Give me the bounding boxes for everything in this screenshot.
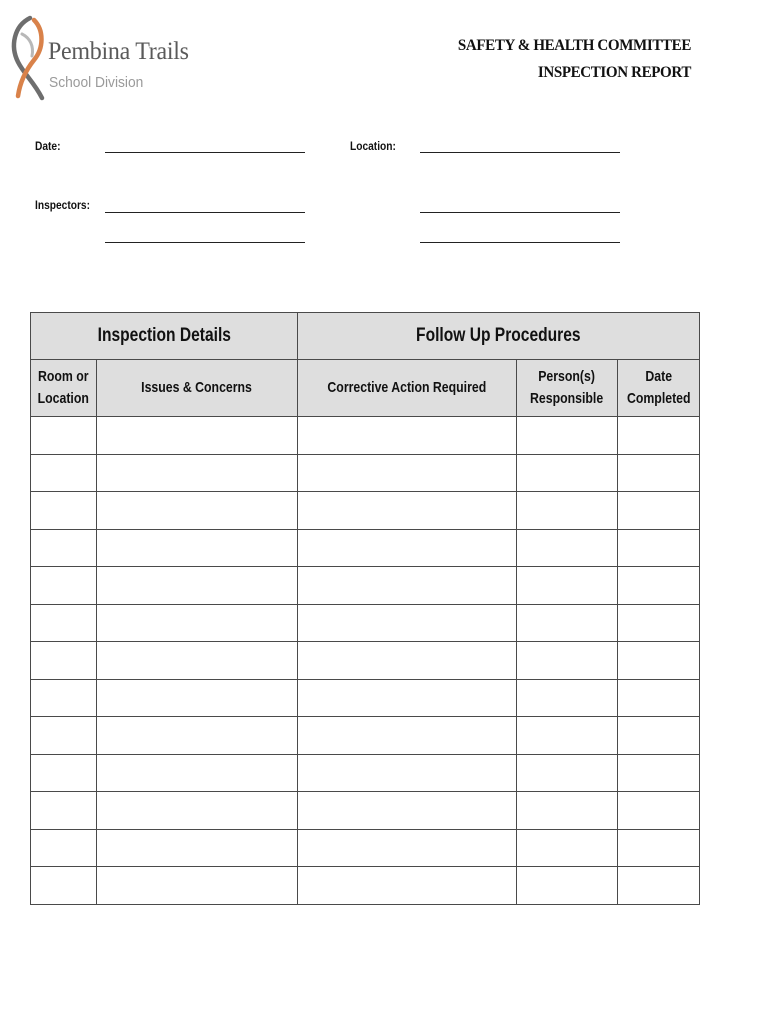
table-row [31, 567, 700, 605]
table-body [31, 417, 700, 905]
corrective-action-cell[interactable] [298, 417, 517, 455]
room-cell[interactable] [31, 717, 97, 755]
corrective-action-cell[interactable] [298, 679, 517, 717]
report-title [443, 32, 691, 86]
issues-cell[interactable] [97, 604, 298, 642]
issues-cell[interactable] [97, 717, 298, 755]
room-cell[interactable] [31, 417, 97, 455]
inspector-field-4[interactable] [420, 242, 620, 243]
column-header-persons: Person(s) Responsible [517, 360, 618, 417]
column-header-date-completed: Date Completed [618, 360, 700, 417]
date-completed-cell[interactable] [618, 492, 700, 530]
issues-cell[interactable] [97, 754, 298, 792]
date-completed-cell[interactable] [618, 529, 700, 567]
corrective-action-cell[interactable] [298, 792, 517, 830]
date-completed-cell[interactable] [618, 867, 700, 905]
follow-up-procedures-header: Follow Up Procedures [298, 313, 700, 360]
persons-cell[interactable] [517, 829, 618, 867]
corrective-action-cell[interactable] [298, 454, 517, 492]
corrective-action-cell[interactable] [298, 492, 517, 530]
brand-subtitle: School Division [49, 74, 144, 91]
table-row [31, 417, 700, 455]
date-completed-cell[interactable] [618, 829, 700, 867]
room-cell[interactable] [31, 604, 97, 642]
date-field[interactable] [105, 152, 305, 153]
corrective-action-cell[interactable] [298, 754, 517, 792]
issues-cell[interactable] [97, 492, 298, 530]
persons-cell[interactable] [517, 867, 618, 905]
issues-cell[interactable] [97, 642, 298, 680]
room-cell[interactable] [31, 567, 97, 605]
issues-cell[interactable] [97, 454, 298, 492]
date-completed-cell[interactable] [618, 717, 700, 755]
column-header-room: Room or Location [31, 360, 97, 417]
corrective-action-cell[interactable] [298, 642, 517, 680]
table-row [31, 454, 700, 492]
pembina-trails-logo-mark-icon [8, 12, 52, 104]
persons-cell[interactable] [517, 454, 618, 492]
date-completed-cell[interactable] [618, 604, 700, 642]
column-header-issues: Issues & Concerns [97, 360, 298, 417]
issues-cell[interactable] [97, 867, 298, 905]
table-row [31, 604, 700, 642]
table-row [31, 642, 700, 680]
persons-cell[interactable] [517, 567, 618, 605]
corrective-action-cell[interactable] [298, 529, 517, 567]
school-division-logo [8, 12, 198, 104]
persons-cell[interactable] [517, 754, 618, 792]
room-cell[interactable] [31, 829, 97, 867]
column-header-corrective-action: Corrective Action Required [298, 360, 517, 417]
date-completed-cell[interactable] [618, 754, 700, 792]
room-cell[interactable] [31, 454, 97, 492]
room-cell[interactable] [31, 529, 97, 567]
brand-name: Pembina Trails [48, 38, 189, 65]
persons-cell[interactable] [517, 604, 618, 642]
corrective-action-cell[interactable] [298, 829, 517, 867]
corrective-action-cell[interactable] [298, 604, 517, 642]
inspectors-label: Inspectors: [35, 198, 90, 212]
issues-cell[interactable] [97, 679, 298, 717]
room-cell[interactable] [31, 754, 97, 792]
inspection-table [30, 312, 700, 905]
table-row [31, 492, 700, 530]
location-field[interactable] [420, 152, 620, 153]
table-row [31, 867, 700, 905]
persons-cell[interactable] [517, 642, 618, 680]
persons-cell[interactable] [517, 417, 618, 455]
table-row [31, 529, 700, 567]
persons-cell[interactable] [517, 529, 618, 567]
room-cell[interactable] [31, 867, 97, 905]
date-completed-cell[interactable] [618, 567, 700, 605]
issues-cell[interactable] [97, 567, 298, 605]
inspector-field-2[interactable] [420, 212, 620, 213]
room-cell[interactable] [31, 492, 97, 530]
date-completed-cell[interactable] [618, 454, 700, 492]
location-label: Location: [350, 139, 396, 153]
room-cell[interactable] [31, 642, 97, 680]
table-row [31, 792, 700, 830]
inspection-details-header: Inspection Details [31, 313, 298, 360]
persons-cell[interactable] [517, 679, 618, 717]
corrective-action-cell[interactable] [298, 567, 517, 605]
issues-cell[interactable] [97, 417, 298, 455]
room-cell[interactable] [31, 679, 97, 717]
table-row [31, 679, 700, 717]
table-row [31, 717, 700, 755]
date-completed-cell[interactable] [618, 679, 700, 717]
room-cell[interactable] [31, 792, 97, 830]
persons-cell[interactable] [517, 717, 618, 755]
date-completed-cell[interactable] [618, 417, 700, 455]
report-title-line-2: INSPECTION REPORT [537, 64, 691, 81]
persons-cell[interactable] [517, 792, 618, 830]
issues-cell[interactable] [97, 792, 298, 830]
table-row [31, 754, 700, 792]
corrective-action-cell[interactable] [298, 867, 517, 905]
issues-cell[interactable] [97, 829, 298, 867]
inspector-field-3[interactable] [105, 242, 305, 243]
date-label: Date: [35, 139, 61, 153]
inspector-field-1[interactable] [105, 212, 305, 213]
date-completed-cell[interactable] [618, 792, 700, 830]
report-title-line-1: SAFETY & HEALTH COMMITTEE [457, 37, 691, 54]
persons-cell[interactable] [517, 492, 618, 530]
issues-cell[interactable] [97, 529, 298, 567]
date-completed-cell[interactable] [618, 642, 700, 680]
table-row [31, 829, 700, 867]
corrective-action-cell[interactable] [298, 717, 517, 755]
